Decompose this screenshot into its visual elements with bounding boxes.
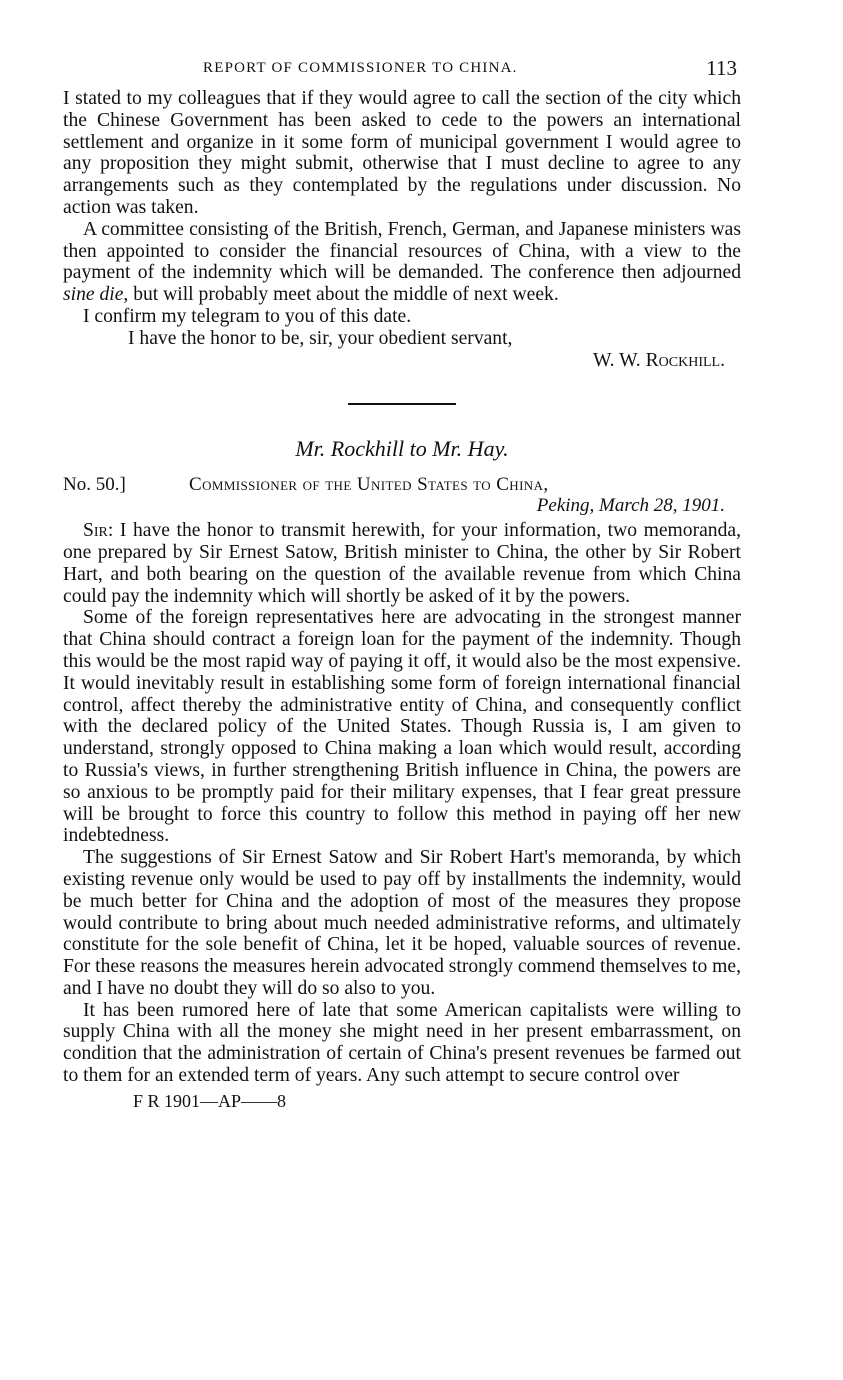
body-text: [63, 88, 741, 1087]
running-title: REPORT OF COMMISSIONER TO CHINA.: [203, 60, 518, 76]
document-page: [63, 58, 741, 1112]
paragraph: I stated to my colleagues that if they would agree to call the section of the city which the Chinese Government has been asked to cede to the powers an international settlement and organize in it some form of municipal government I would agree to any proposition they might submit, otherwise that I must decline to agree to any arrangements such as they contemplated by the regulations under discussion. No action was taken.: [63, 88, 741, 218]
page-number: 113: [706, 56, 737, 80]
paragraph: It has been rumored here of late that some American capitalists were willing to supply China with all the money she might need in her present embarrassment, on condition that the administration of certain of China's present revenues be farmed out to them for an extended term of years. Any such attempt to secure control over: [63, 999, 741, 1087]
salutation: Sir:: [83, 520, 114, 542]
paragraph: [63, 219, 741, 306]
printer-signature-mark: F R 1901—AP——8: [133, 1090, 287, 1111]
text-run: , but will probably meet about the middle of next week.: [123, 284, 559, 306]
text-run: A committee consisting of the British, French, German, and Japanese ministers was then appointed to consider the financial resources of China, with a view to the payment of the indemnity which will be demanded. The conference then adjourned: [63, 218, 741, 284]
section-divider: [348, 403, 456, 405]
letter-heading: [63, 474, 741, 520]
paragraph: [63, 520, 741, 607]
closing-line: I have the honor to be, sir, your obedient servant,: [128, 327, 513, 349]
letter-date: Peking, March 28, 1901.: [536, 495, 725, 517]
paragraph: Some of the foreign representatives here are advocating in the strongest manner that China should contract a foreign loan for the payment of the indemnity. Though this would be the most rapid way of paying it off, it would also be the most expensive. It would inevitably result in establishing some form of foreign international financial control, affect thereby the administrative entity of China, and consequently conflict with the declared policy of the United States. Though Russia is, I am given to understand, strongly opposed to China making a loan which would result, according to Russia's views, in further strengthening British influence in China, the powers are so anxious to be promptly paid for their military expenses, that I fear great pressure will be brought to force this country to follow this method in paying off her new indebtedness.: [63, 607, 741, 847]
letter-number: No. 50.]: [63, 474, 126, 496]
page-header: [63, 58, 741, 88]
signature: W. W. Rockhill.: [592, 349, 725, 371]
text-run: I have the honor to transmit herewith, for your information, two memoranda, one prepared by Sir Ernest Satow, British minister to China, the other by Sir Robert Hart, and both bearing on the question of the available revenue from which China could pay the indemnity which will shortly be asked of it by the powers.: [63, 520, 742, 607]
paragraph: The suggestions of Sir Ernest Satow and Sir Robert Hart's memoranda, by which existing revenue only would be used to pay off by installments the indemnity, would be much better for China and the adoption of most of the measures they propose would contribute to bring about much needed administrative reforms, and ultimately constitute for the sole benefit of China, let it be hoped, valuable sources of revenue. For these reasons the measures herein advocated strongly commend themselves to me, and I have no doubt they will do so also to you.: [63, 847, 741, 999]
letter-title: Mr. Rockhill to Mr. Hay.: [295, 436, 509, 462]
paragraph: I confirm my telegram to you of this date.: [83, 305, 412, 327]
letter-sender: Commissioner of the United States to China,: [189, 474, 549, 496]
italic-phrase: sine die: [63, 284, 124, 306]
